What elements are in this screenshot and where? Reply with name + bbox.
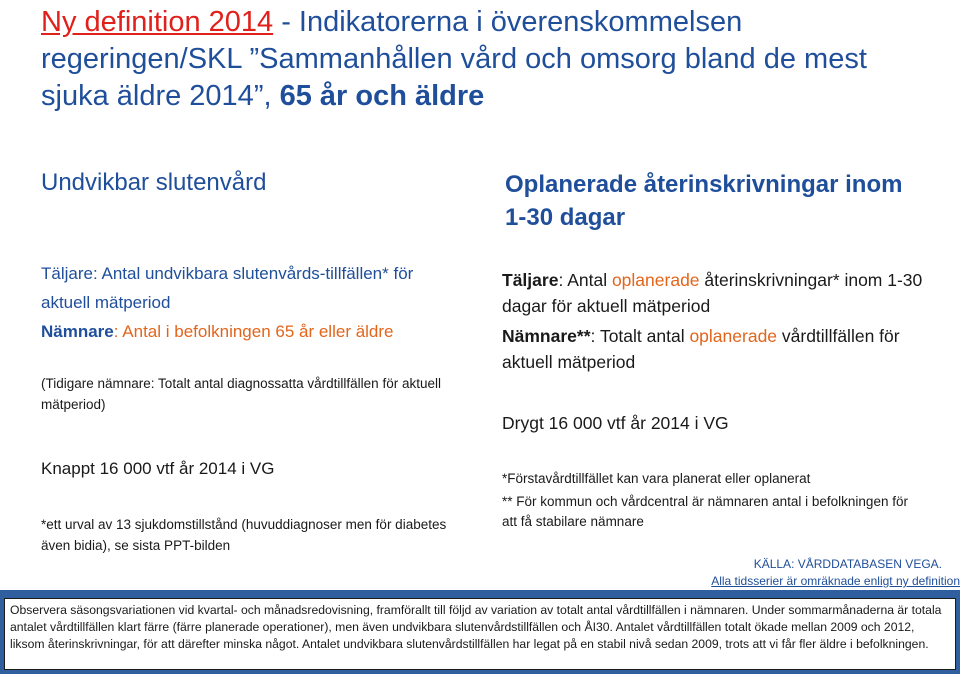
- left-denominator: [41, 317, 441, 346]
- right-count: Drygt 16 000 vtf år 2014 i VG: [502, 413, 729, 433]
- left-numerator-text: : Antal undvikbara slutenvårds-tillfällen* för aktuell mätperiod: [41, 264, 414, 312]
- right-denominator-post: vårdtillfällen för aktuell mätperiod: [502, 326, 900, 372]
- right-footnote-2: ** För kommun och vårdcentral är nämnaren antal i befolkningen för att få stabilare nämnare: [502, 494, 908, 529]
- right-numerator-pre: : Antal: [558, 270, 612, 290]
- title-age: 65 år och äldre: [279, 80, 485, 112]
- footer-note: Observera säsongsvariationen vid kvartal- och månadsredovisning, framförallt till följd av variation av totalt antal vårdtillfällen i nämnaren. Under sommarmånaderna är totala antalet vårdtillfällen klart färre (färre planerade operationer), men även undvikbara slutenvårdstillfällen och ÅI30. Antalet vårdtillfällen totalt ökade mellan 2009 och 2012, liksom återinskrivningar, för att därefter minska något. Antalet undvikbara slutenvårdstillfällen har legat på en stabil nivå sedan 2009, trots att vi får fler äldre i befolkningen.: [4, 598, 956, 670]
- left-previous-denominator: (Tidigare nämnare: Totalt antal diagnossatta vårdtillfällen för aktuell mätperiod): [41, 376, 441, 412]
- right-numerator-label: Täljare: [502, 270, 559, 290]
- right-footnote-1: *Förstavårdtillfället kan vara planerat eller oplanerat: [502, 471, 811, 486]
- title-definition: Ny definition 2014: [41, 6, 274, 38]
- title-main: - Indikatorerna i överenskommelsen regeringen/SKL ”Sammanhållen vård och omsorg bland de mest sjuka äldre 2014”,: [41, 6, 867, 112]
- left-denominator-text: : Antal i befolkningen 65 år eller äldre: [113, 322, 394, 341]
- right-numerator-highlight: oplanerade: [611, 270, 700, 290]
- left-count: Knappt 16 000 vtf år 2014 i VG: [41, 459, 275, 478]
- slide-title: [41, 4, 941, 115]
- left-heading: Undvikbar slutenvård: [41, 169, 267, 196]
- right-numerator: [502, 267, 942, 319]
- right-denominator-pre: : Totalt antal: [590, 326, 690, 346]
- source-note: Alla tidsserier är omräknade enligt ny definition: [711, 574, 960, 588]
- right-heading: Oplanerade återinskrivningar inom 1-30 dagar: [505, 171, 903, 231]
- left-denominator-label: Nämnare: [41, 322, 114, 341]
- left-footnote: *ett urval av 13 sjukdomstillstånd (huvuddiagnoser men för diabetes även bidia), se sista PPT-bilden: [41, 517, 447, 553]
- left-numerator: [41, 259, 461, 317]
- right-denominator-label: Nämnare**: [502, 326, 591, 346]
- right-denominator-highlight: oplanerade: [689, 326, 778, 346]
- left-numerator-label: Täljare: [41, 264, 93, 283]
- right-numerator-post: återinskrivningar* inom 1-30 dagar för aktuell mätperiod: [502, 270, 923, 316]
- right-denominator: [502, 323, 942, 375]
- source-label: KÄLLA: VÅRDDATABASEN VEGA.: [753, 557, 942, 571]
